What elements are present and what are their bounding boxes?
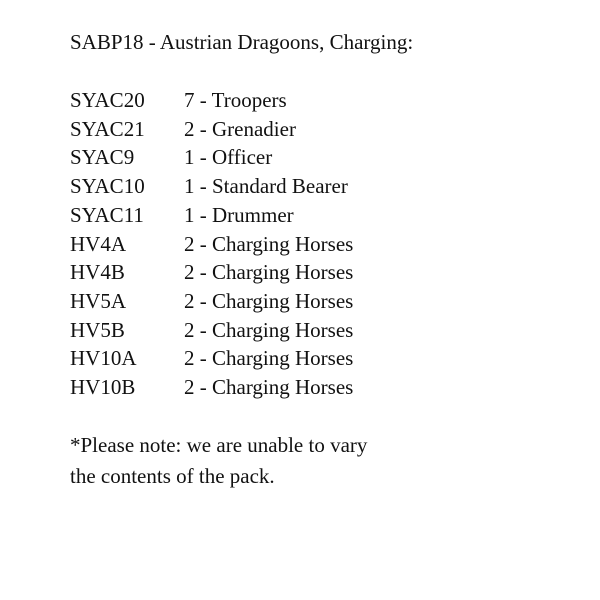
list-item	[70, 143, 590, 172]
item-description: 1 - Standard Bearer	[184, 174, 348, 199]
item-code: HV4A	[70, 231, 126, 256]
list-item	[70, 316, 590, 345]
item-code: SYAC20	[70, 88, 145, 112]
item-description: 2 - Charging Horses	[184, 346, 354, 371]
item-description: 2 - Charging Horses	[184, 260, 354, 285]
item-description: 2 - Charging Horses	[184, 317, 354, 342]
pack-note	[70, 430, 590, 492]
item-code: HV5A	[70, 288, 126, 313]
note-line-2: the contents of the pack.	[70, 463, 275, 488]
item-code: SYAC21	[70, 116, 145, 141]
item-code: SYAC11	[70, 202, 144, 227]
item-code: HV4B	[70, 260, 125, 285]
item-code: HV10B	[70, 375, 136, 400]
pack-title: SABP18 - Austrian Dragoons, Charging:	[70, 30, 414, 54]
item-description: 1 - Drummer	[184, 202, 294, 227]
list-item	[70, 230, 590, 259]
list-item	[70, 258, 590, 287]
list-item	[70, 115, 590, 144]
list-item	[70, 287, 590, 316]
item-description: 7 - Troopers	[184, 88, 287, 112]
list-item	[70, 86, 590, 115]
list-item	[70, 344, 590, 373]
item-code: SYAC9	[70, 145, 135, 170]
list-item	[70, 201, 590, 230]
item-description: 2 - Charging Horses	[184, 231, 354, 256]
item-description: 2 - Grenadier	[184, 116, 296, 141]
item-description: 2 - Charging Horses	[184, 288, 354, 313]
pack-contents-document	[70, 28, 590, 492]
list-item	[70, 373, 590, 402]
note-line-1: *Please note: we are unable to vary	[70, 432, 368, 457]
item-description: 2 - Charging Horses	[184, 375, 354, 400]
item-code: HV5B	[70, 317, 125, 342]
contents-list	[70, 86, 590, 402]
item-code: SYAC10	[70, 174, 145, 199]
item-description: 1 - Officer	[184, 145, 273, 170]
item-code: HV10A	[70, 346, 137, 371]
list-item	[70, 172, 590, 201]
